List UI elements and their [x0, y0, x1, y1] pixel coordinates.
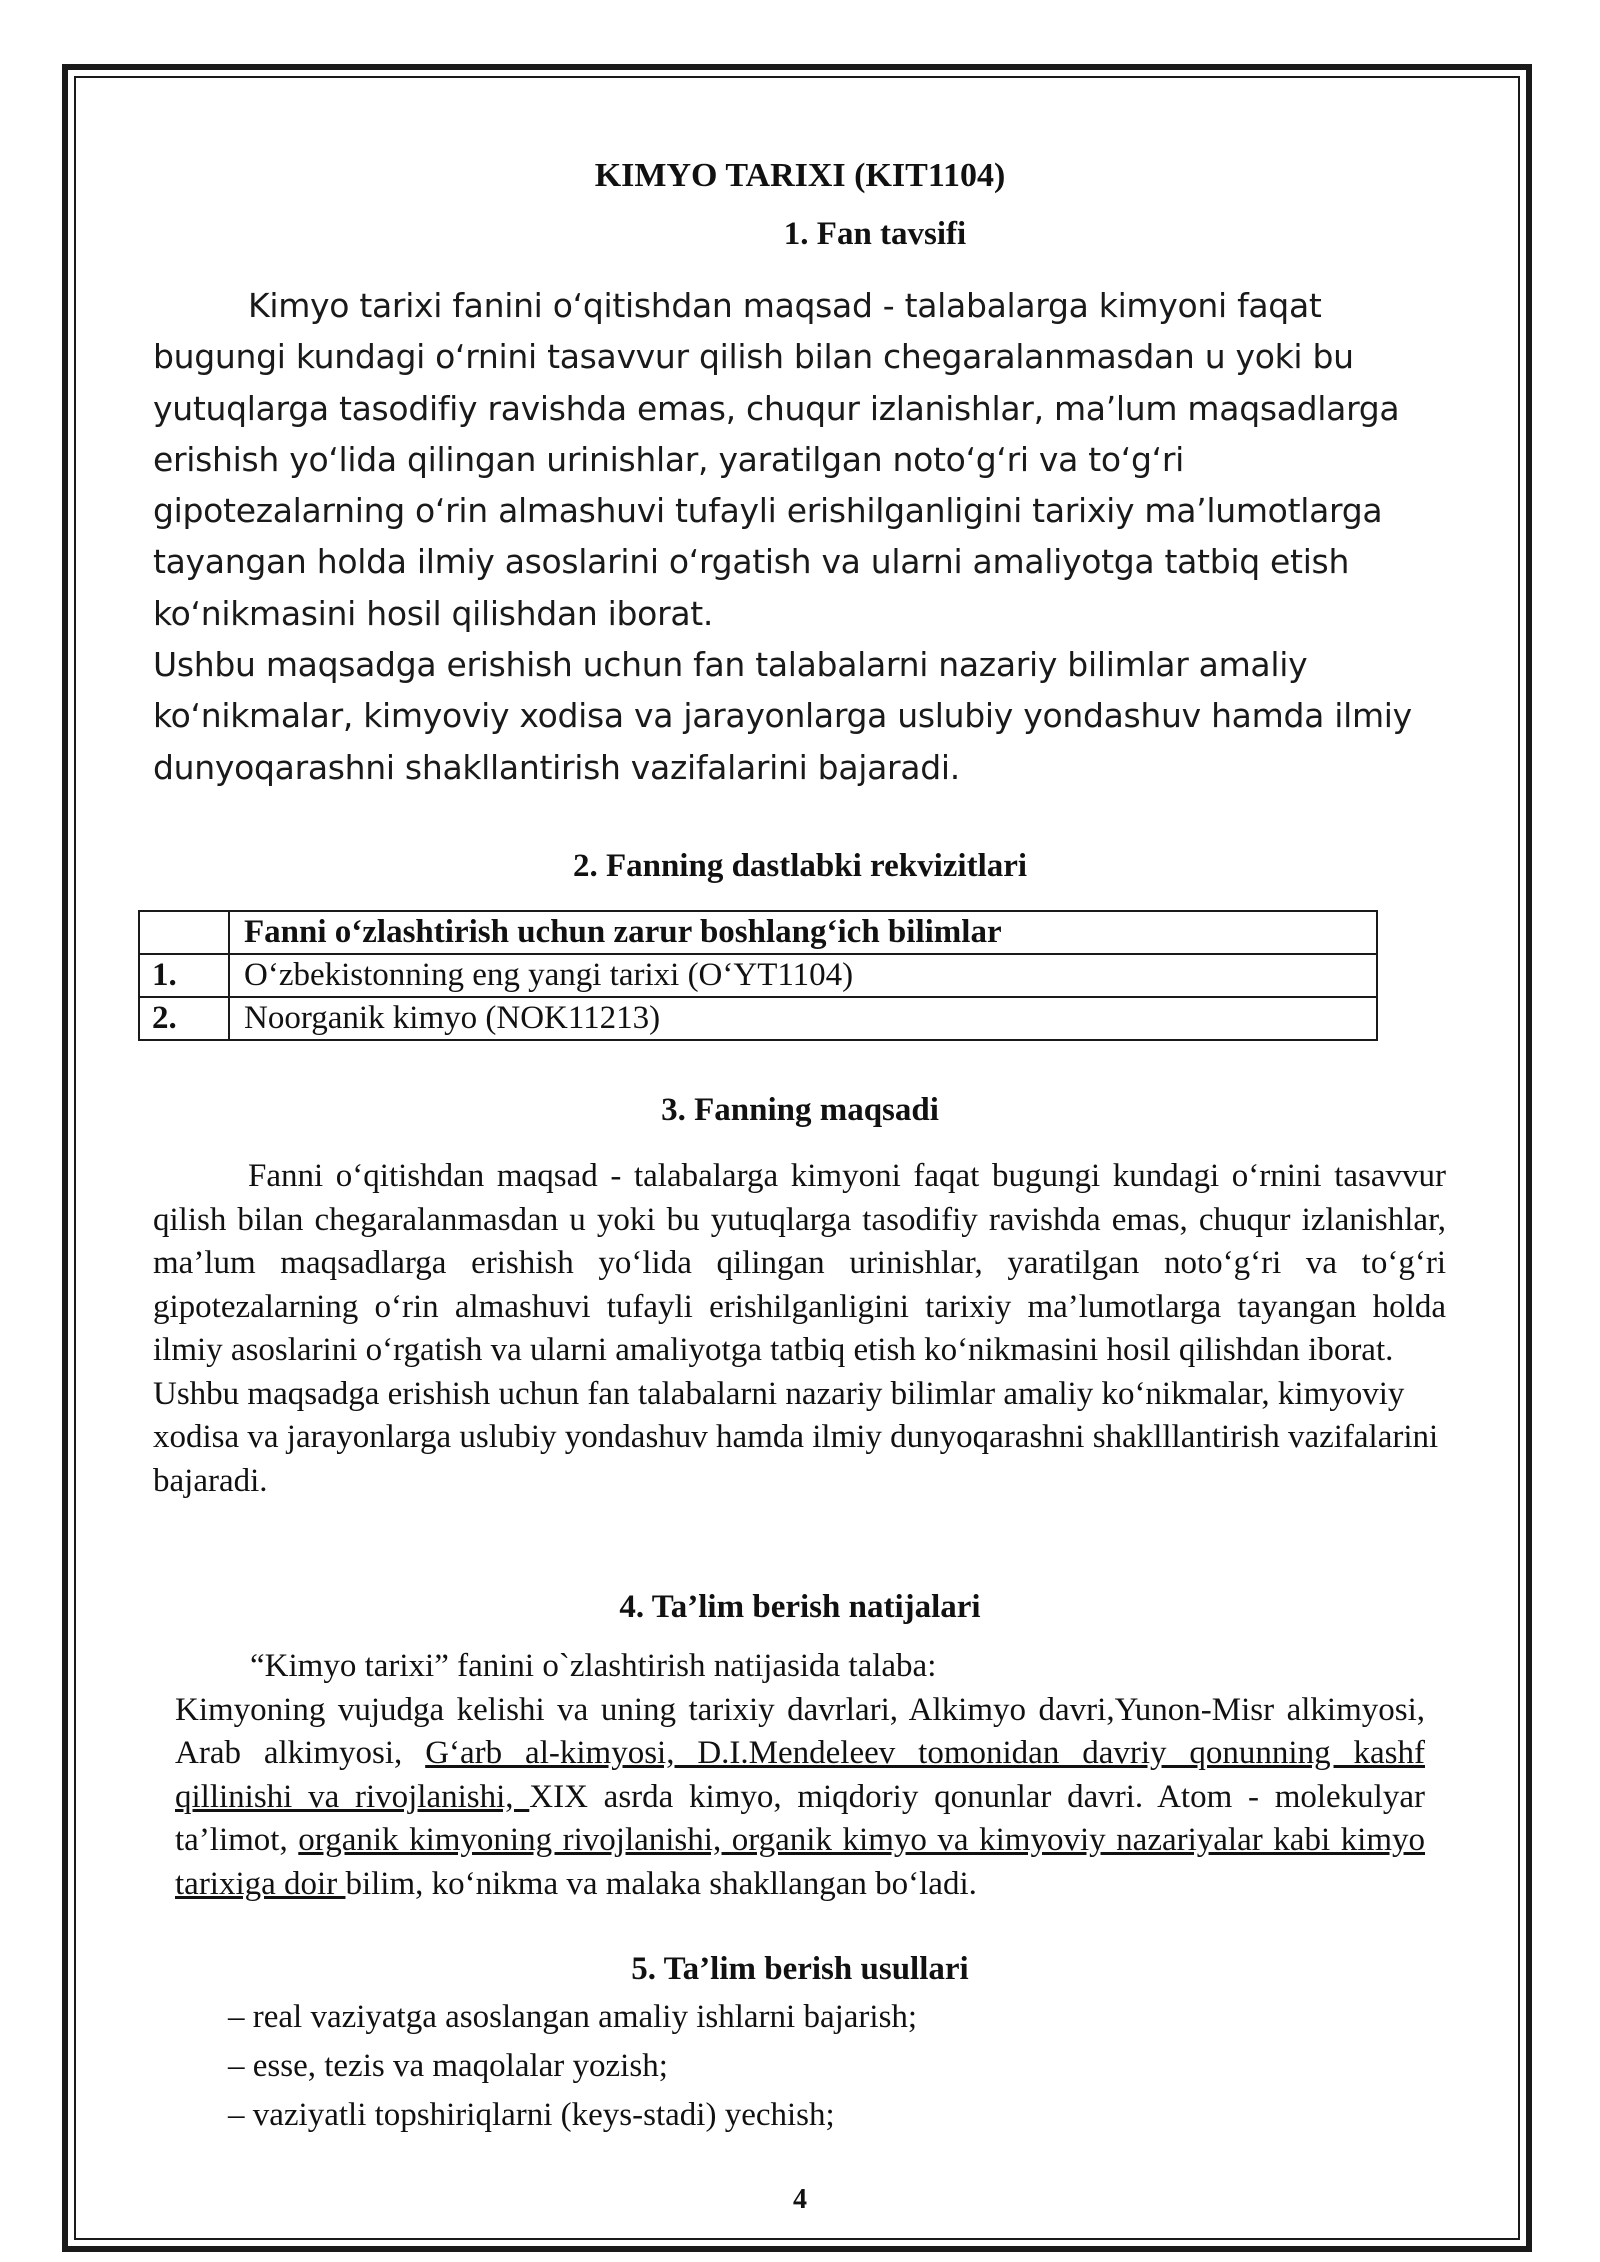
document-title: KIMYO TARIXI (KIT1104): [594, 157, 1006, 194]
results-text-part-3: bilim, ko‘nikma va malaka shakllangan bo‘ladi.: [345, 1865, 977, 1902]
results-underlined-part-2: organik kimyoning rivojlanishi, organik kimyo va kimyoviy nazariyalar kabi kimyo tarixiga doir: [175, 1822, 1426, 1902]
section-3-heading: 3. Fanning maqsadi: [661, 1092, 939, 1128]
section-3-body: [153, 1155, 1446, 1503]
teaching-methods-list: [228, 1993, 1428, 2140]
section-4-body: [175, 1645, 1425, 1906]
section-2-heading: 2. Fanning dastlabki rekvizitlari: [572, 848, 1028, 884]
section-1-body: [153, 280, 1443, 793]
list-item: – esse, tezis va maqolalar yozish;: [228, 2048, 668, 2084]
section-3-paragraph-1: Fanni o‘qitishdan maqsad - talabalarga kimyoni faqat bugungi kundagi o‘rnini tasavvur qilish bilan chegaralanmasdan u yoki bu yutuqlarga tasodifiy ravishda emas, chuqur izlanishlar, ma’lum maqsadlarga erishish yo‘lida qilingan urinishlar, yaratilgan noto‘g‘ri va to‘g‘ri gipotezalarning o‘rin almashuvi tufayli erishilganligini tarixiy ma’lumotlarga tayangan holda ilmiy asoslarini o‘rgatish va ularni amaliyotga tatbiq etish ko‘nikmasini hosil qilishdan iborat.: [153, 1158, 1446, 1368]
section-4-results-text: [175, 1689, 1425, 1907]
table-header-cell: Fanni o‘zlashtirish uchun zarur boshlang‘ich bilimlar: [229, 911, 1377, 954]
section-1-paragraph-2: Ushbu maqsadga erishish uchun fan talabalarni nazariy bilimlar amaliy ko‘nikmalar, kimyoviy xodisa va jarayonlarga uslubiy yondashuv hamda ilmiy dunyoqarashni shakllantirish vazifalarini bajaradi.: [153, 645, 1412, 787]
results-underlined-part-1: G‘arb al-kimyosi, D.I.Mendeleev tomonidan davriy qonunning kashf qillinishi va rivojlanishi,: [175, 1735, 1425, 1815]
row-number: 2.: [139, 997, 229, 1040]
list-item: – vaziyatli topshiriqlarni (keys-stadi) yechish;: [228, 2097, 835, 2133]
row-number: 1.: [139, 954, 229, 997]
results-text-part-2: XIX asrda kimyo, miqdoriy qonunlar davri. Atom - molekulyar ta’limot,: [175, 1778, 1425, 1858]
row-text: Noorganik kimyo (NOK11213): [229, 997, 1377, 1040]
row-text: O‘zbekistonning eng yangi tarixi (O‘YT1104): [229, 954, 1377, 997]
page-number: 4: [793, 2184, 807, 2215]
section-5-heading: 5. Ta’lim berish usullari: [631, 1951, 969, 1987]
table-row: [139, 954, 1377, 997]
section-4-intro: “Kimyo tarixi” fanini o`zlashtirish natijasida talaba:: [250, 1648, 937, 1684]
section-4-heading: 4. Ta’lim berish natijalari: [619, 1589, 981, 1625]
list-item: – real vaziyatga asoslangan amaliy ishlarni bajarish;: [228, 1999, 918, 2035]
prerequisites-table: [138, 910, 1378, 1041]
results-text-part-1: Kimyoning vujudga kelishi va uning tarixiy davrlari, Alkimyo davri,Yunon-Misr alkimyosi, Arab alkimyosi,: [175, 1691, 1425, 1771]
section-3-paragraph-2: Ushbu maqsadga erishish uchun fan talabalarni nazariy bilimlar amaliy ko‘nikmalar, kimyoviy xodisa va jarayonlarga uslubiy yondashuv hamda ilmiy dunyoqarashni shaklllantirish vazifalarini bajaradi.: [153, 1375, 1439, 1499]
table-row: [139, 997, 1377, 1040]
table-header-row: [139, 911, 1377, 954]
table-header-num-cell: [139, 911, 229, 954]
section-1-heading: 1. Fan tavsifi: [783, 216, 967, 252]
section-1-paragraph-1: Kimyo tarixi fanini o‘qitishdan maqsad - talabalarga kimyoni faqat bugungi kundagi o‘rnini tasavvur qilish bilan chegaralanmasdan u yoki bu yutuqlarga tasodifiy ravishda emas, chuqur izlanishlar, ma’lum maqsadlarga erishish yo‘lida qilingan urinishlar, yaratilgan noto‘g‘ri va to‘g‘ri gipotezalarning o‘rin almashuvi tufayli erishilganligini tarixiy ma’lumotlarga tayangan holda ilmiy asoslarini o‘rgatish va ularni amaliyotga tatbiq etish ko‘nikmasini hosil qilishdan iborat.: [153, 286, 1400, 633]
